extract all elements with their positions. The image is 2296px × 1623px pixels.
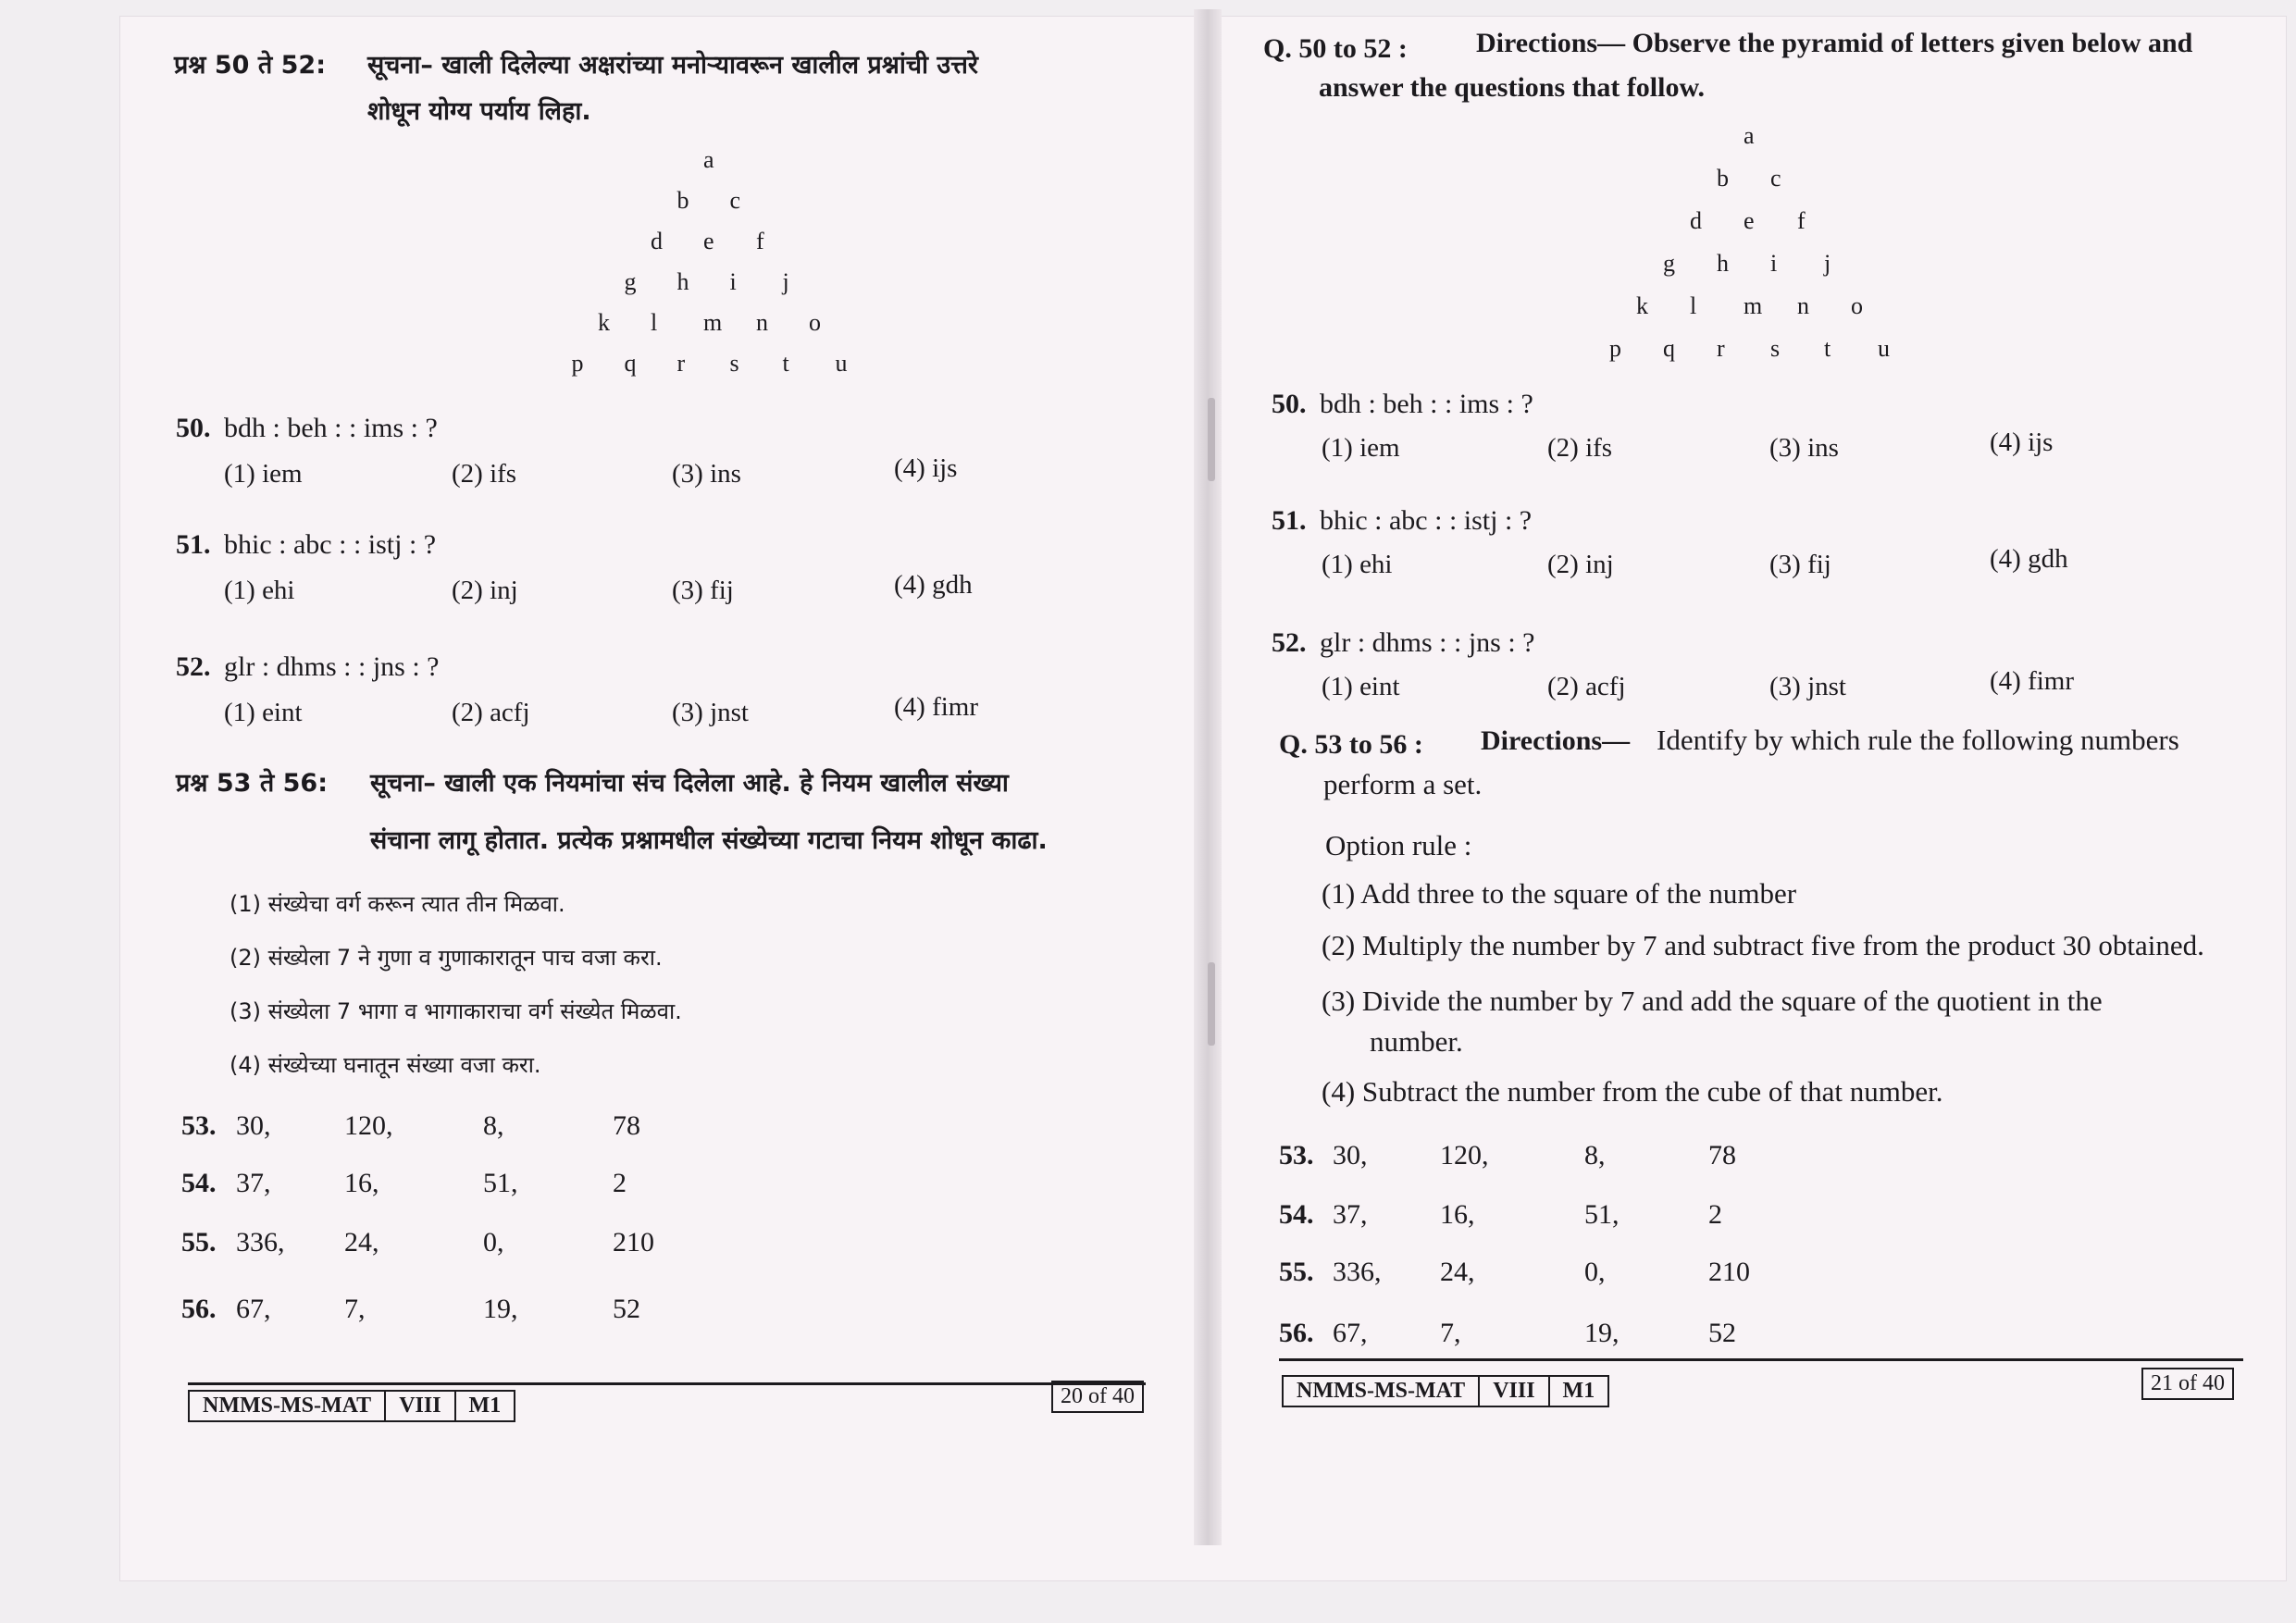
pyramid-letter: m xyxy=(1744,292,1763,319)
number-set-number: 55. xyxy=(181,1227,217,1258)
pyramid-letter: l xyxy=(1690,292,1697,319)
answer-option: (3) ins xyxy=(1769,433,1839,463)
answer-option: (4) gdh xyxy=(894,570,973,600)
pyramid-letter: g xyxy=(1663,250,1675,277)
pyramid-letter: s xyxy=(729,350,739,377)
number-set-value: 210 xyxy=(1708,1257,1750,1287)
question-text: glr : dhms : : jns : ? xyxy=(224,651,440,682)
number-set-value: 8, xyxy=(483,1110,504,1141)
question-number: 52. xyxy=(176,651,211,682)
number-set-value: 0, xyxy=(1584,1257,1606,1287)
number-set-value: 120, xyxy=(344,1110,393,1141)
number-set-value: 336, xyxy=(236,1227,285,1258)
pyramid-letter: k xyxy=(598,309,610,336)
left-rule-3: (3) संख्येला 7 भागा व भागाकाराचा वर्ग संख्येत मिळवा. xyxy=(230,998,682,1024)
right-header2-directions-label: Directions— xyxy=(1481,725,1631,756)
left-footer-code-box xyxy=(188,1390,515,1422)
number-set-value: 19, xyxy=(483,1294,518,1324)
number-set-value: 336, xyxy=(1333,1257,1382,1287)
pyramid-letter: l xyxy=(651,309,658,336)
number-set-value: 0, xyxy=(483,1227,504,1258)
question-number: 50. xyxy=(1272,389,1307,419)
answer-option: (2) acfj xyxy=(1547,672,1626,701)
pyramid-letter: j xyxy=(1824,250,1831,277)
staple-top xyxy=(1208,398,1215,481)
number-set-value: 67, xyxy=(236,1294,271,1324)
number-set-value: 30, xyxy=(236,1110,271,1141)
pyramid-letter: d xyxy=(1690,207,1702,234)
right-header1-line2: answer the questions that follow. xyxy=(1319,72,1705,103)
right-rule-2: (2) Multiply the number by 7 and subtract five from the product 30 obtained. xyxy=(1322,929,2204,961)
answer-option: (1) ehi xyxy=(224,576,295,605)
right-header1-range: Q. 50 to 52 : xyxy=(1263,33,1408,64)
right-header1-line1: Directions— Observe the pyramid of letters given below and xyxy=(1476,28,2193,58)
pyramid-letter: a xyxy=(703,146,714,173)
pyramid-letter: j xyxy=(782,268,789,295)
number-set-number: 56. xyxy=(181,1294,217,1324)
answer-option: (2) ifs xyxy=(452,459,517,489)
answer-option: (3) jnst xyxy=(672,698,749,727)
pyramid-letter: q xyxy=(624,350,637,377)
pyramid-letter: m xyxy=(703,309,723,336)
right-rule-4: (4) Subtract the number from the cube of that number. xyxy=(1322,1075,1943,1108)
answer-option: (1) iem xyxy=(1322,433,1400,463)
number-set-value: 78 xyxy=(1708,1140,1736,1171)
number-set-value: 51, xyxy=(483,1168,518,1198)
answer-option: (3) jnst xyxy=(1769,672,1846,701)
pyramid-letter: u xyxy=(835,350,848,377)
question-text: bhic : abc : : istj : ? xyxy=(1320,505,1533,536)
pyramid-letter: c xyxy=(1770,165,1781,192)
pyramid-letter: u xyxy=(1878,335,1890,362)
right-footer-class: VIII xyxy=(1480,1377,1549,1406)
answer-option: (2) inj xyxy=(1547,550,1614,579)
number-set-value: 8, xyxy=(1584,1140,1606,1171)
number-set-value: 2 xyxy=(613,1168,627,1198)
left-rule-1: (1) संख्येचा वर्ग करून त्यात तीन मिळवा. xyxy=(230,891,565,917)
number-set-value: 24, xyxy=(344,1227,379,1258)
left-header2-range: प्रश्न 53 ते 56: xyxy=(176,769,328,798)
pyramid-letter: f xyxy=(756,228,764,254)
right-header2-line1: Identify by which rule the following numbers xyxy=(1657,724,2179,756)
pyramid-letter: b xyxy=(676,187,689,214)
pyramid-letter: k xyxy=(1636,292,1648,319)
left-rule-4: (4) संख्येच्या घनातून संख्या वजा करा. xyxy=(230,1052,541,1078)
number-set-number: 53. xyxy=(1279,1140,1314,1171)
question-text: bhic : abc : : istj : ? xyxy=(224,529,437,560)
answer-option: (2) acfj xyxy=(452,698,530,727)
answer-option: (4) ijs xyxy=(1990,427,2054,457)
right-footer-rule xyxy=(1279,1358,2243,1361)
number-set-value: 37, xyxy=(236,1168,271,1198)
right-rule-3: (3) Divide the number by 7 and add the square of the quotient in the xyxy=(1322,985,2103,1017)
number-set-value: 37, xyxy=(1333,1199,1368,1230)
question-text: glr : dhms : : jns : ? xyxy=(1320,627,1535,658)
pyramid-letter: d xyxy=(651,228,663,254)
right-header2-range: Q. 53 to 56 : xyxy=(1279,729,1423,760)
left-rule-2: (2) संख्येला 7 ने गुणा व गुणाकारातून पाच वजा करा. xyxy=(230,945,663,971)
number-set-value: 19, xyxy=(1584,1318,1620,1348)
pyramid-letter: a xyxy=(1744,122,1755,149)
pyramid-letter: p xyxy=(1609,335,1621,362)
answer-option: (3) ins xyxy=(672,459,741,489)
answer-option: (4) ijs xyxy=(894,453,958,483)
pyramid-letter: p xyxy=(571,350,584,377)
right-header2-line2: perform a set. xyxy=(1323,768,1483,800)
number-set-value: 24, xyxy=(1440,1257,1475,1287)
staple-bottom xyxy=(1208,962,1215,1046)
pyramid-letter: e xyxy=(1744,207,1755,234)
left-header1-line2: शोधून योग्य पर्याय लिहा. xyxy=(367,97,591,126)
answer-option: (1) eint xyxy=(1322,672,1400,701)
left-header1-range: प्रश्न 50 ते 52: xyxy=(174,51,326,80)
pyramid-letter: s xyxy=(1770,335,1781,362)
pyramid-letter: r xyxy=(676,350,686,377)
number-set-number: 53. xyxy=(181,1110,217,1141)
pyramid-letter: f xyxy=(1797,207,1806,234)
question-number: 51. xyxy=(1272,505,1307,536)
right-footer-code: NMMS-MS-MAT xyxy=(1284,1377,1480,1406)
number-set-value: 52 xyxy=(1708,1318,1736,1348)
right-footer-code-box xyxy=(1282,1375,1609,1407)
answer-option: (1) ehi xyxy=(1322,550,1393,579)
answer-option: (1) eint xyxy=(224,698,303,727)
number-set-value: 2 xyxy=(1708,1199,1722,1230)
number-set-number: 55. xyxy=(1279,1257,1314,1287)
number-set-value: 7, xyxy=(1440,1318,1461,1348)
answer-option: (4) fimr xyxy=(1990,666,2074,696)
number-set-number: 54. xyxy=(181,1168,217,1198)
pyramid-letter: c xyxy=(729,187,741,214)
answer-option: (3) fij xyxy=(672,576,734,605)
number-set-value: 30, xyxy=(1333,1140,1368,1171)
booklet-spine xyxy=(1194,9,1222,1545)
number-set-value: 51, xyxy=(1584,1199,1620,1230)
left-footer-rule xyxy=(188,1382,1146,1385)
number-set-number: 54. xyxy=(1279,1199,1314,1230)
left-footer-class: VIII xyxy=(386,1392,455,1420)
pyramid-letter: h xyxy=(1717,250,1729,277)
question-number: 50. xyxy=(176,413,211,443)
answer-option: (1) iem xyxy=(224,459,303,489)
answer-option: (3) fij xyxy=(1769,550,1831,579)
left-header1-line1: सूचना– खाली दिलेल्या अक्षरांच्या मनोऱ्यावरून खालील प्रश्नांची उत्तरे xyxy=(367,51,978,80)
question-text: bdh : beh : : ims : ? xyxy=(224,413,438,443)
pyramid-letter: n xyxy=(1797,292,1809,319)
number-set-value: 210 xyxy=(613,1227,654,1258)
pyramid-letter: t xyxy=(782,350,789,377)
left-page-number: 20 of 40 xyxy=(1051,1381,1144,1413)
number-set-number: 56. xyxy=(1279,1318,1314,1348)
answer-option: (4) gdh xyxy=(1990,544,2068,574)
pyramid-letter: b xyxy=(1717,165,1729,192)
right-rule-3-cont: number. xyxy=(1370,1025,1463,1058)
left-header2-line2: संचाना लागू होतात. प्रत्येक प्रश्नामधील संख्येच्या गटाचा नियम शोधून काढा. xyxy=(370,826,1048,855)
number-set-value: 7, xyxy=(344,1294,366,1324)
right-option-rule-label: Option rule : xyxy=(1325,829,1472,861)
answer-option: (4) fimr xyxy=(894,692,978,722)
right-footer-medium: M1 xyxy=(1562,1379,1595,1403)
pyramid-letter: t xyxy=(1824,335,1831,362)
pyramid-letter: r xyxy=(1717,335,1725,362)
right-rule-1: (1) Add three to the square of the number xyxy=(1322,877,1797,910)
number-set-value: 52 xyxy=(613,1294,640,1324)
pyramid-letter: o xyxy=(1851,292,1863,319)
pyramid-letter: o xyxy=(809,309,821,336)
pyramid-letter: i xyxy=(729,268,737,295)
question-number: 51. xyxy=(176,529,211,560)
number-set-value: 78 xyxy=(613,1110,640,1141)
pyramid-letter: q xyxy=(1663,335,1675,362)
pyramid-letter: g xyxy=(624,268,637,295)
pyramid-letter: h xyxy=(676,268,689,295)
left-footer-medium: M1 xyxy=(468,1394,502,1418)
number-set-value: 67, xyxy=(1333,1318,1368,1348)
left-footer-code: NMMS-MS-MAT xyxy=(190,1392,386,1420)
answer-option: (2) ifs xyxy=(1547,433,1613,463)
number-set-value: 16, xyxy=(1440,1199,1475,1230)
question-text: bdh : beh : : ims : ? xyxy=(1320,389,1533,419)
pyramid-letter: i xyxy=(1770,250,1778,277)
left-header2-line1: सूचना– खाली एक नियमांचा संच दिलेला आहे. हे नियम खालील संख्या xyxy=(370,769,1009,798)
number-set-value: 120, xyxy=(1440,1140,1489,1171)
number-set-value: 16, xyxy=(344,1168,379,1198)
pyramid-letter: n xyxy=(756,309,768,336)
pyramid-letter: e xyxy=(703,228,714,254)
answer-option: (2) inj xyxy=(452,576,518,605)
right-page-number: 21 of 40 xyxy=(2141,1368,2234,1400)
question-number: 52. xyxy=(1272,627,1307,658)
